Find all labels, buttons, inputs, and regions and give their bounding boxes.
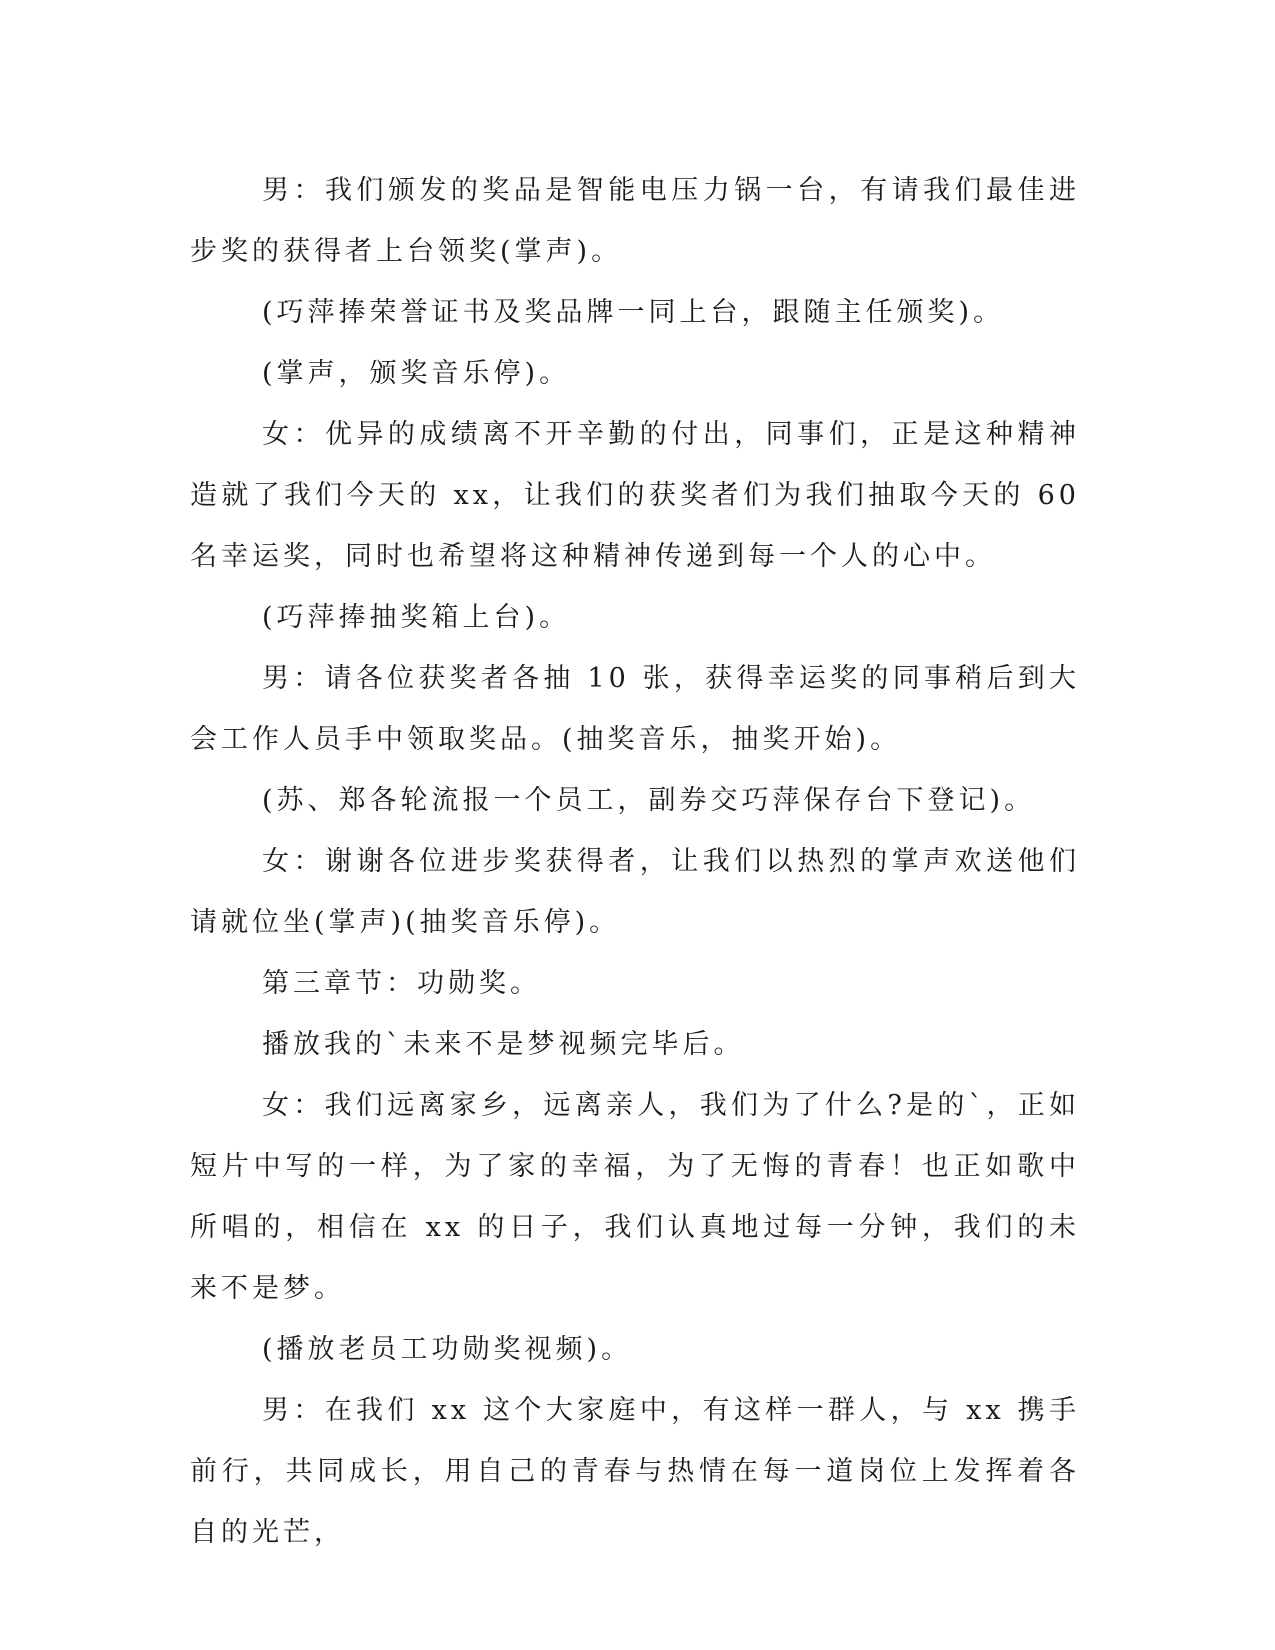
paragraph-8: 女：谢谢各位进步奖获得者，让我们以热烈的掌声欢送他们请就位坐(掌声)(抽奖音乐停)。 bbox=[190, 846, 1080, 938]
paragraph-12: (播放老员工功勋奖视频)。 bbox=[262, 1334, 633, 1365]
paragraph-6: 男：请各位获奖者各抽 10 张，获得幸运奖的同事稍后到大会工作人员手中领取奖品。(抽奖音乐，抽奖开始)。 bbox=[190, 663, 1080, 755]
document-body bbox=[190, 160, 1080, 1563]
paragraph-5: (巧萍捧抽奖箱上台)。 bbox=[262, 602, 571, 633]
paragraph-10: 播放我的`未来不是梦视频完毕后。 bbox=[262, 1029, 745, 1060]
paragraph-3: (掌声，颁奖音乐停)。 bbox=[262, 358, 571, 389]
paragraph-13: 男：在我们 xx 这个大家庭中，有这样一群人，与 xx 携手前行，共同成长，用自己的青春与热情在每一道岗位上发挥着各自的光芒， bbox=[190, 1395, 1080, 1548]
paragraph-4: 女：优异的成绩离不开辛勤的付出，同事们，正是这种精神造就了我们今天的 xx，让我们的获奖者们为我们抽取今天的 60 名幸运奖，同时也希望将这种精神传递到每一个人的心中。 bbox=[190, 419, 1080, 572]
paragraph-1: 男：我们颁发的奖品是智能电压力锅一台，有请我们最佳进步奖的获得者上台领奖(掌声)。 bbox=[190, 175, 1080, 267]
paragraph-7: (苏、郑各轮流报一个员工，副券交巧萍保存台下登记)。 bbox=[262, 785, 1036, 816]
paragraph-2: (巧萍捧荣誉证书及奖品牌一同上台，跟随主任颁奖)。 bbox=[262, 297, 1005, 328]
paragraph-11: 女：我们远离家乡，远离亲人，我们为了什么?是的`，正如短片中写的一样，为了家的幸福，为了无悔的青春！也正如歌中所唱的，相信在 xx 的日子，我们认真地过每一分钟，我们的未来不是梦。 bbox=[190, 1090, 1080, 1304]
section-heading: 第三章节：功勋奖。 bbox=[262, 968, 541, 999]
